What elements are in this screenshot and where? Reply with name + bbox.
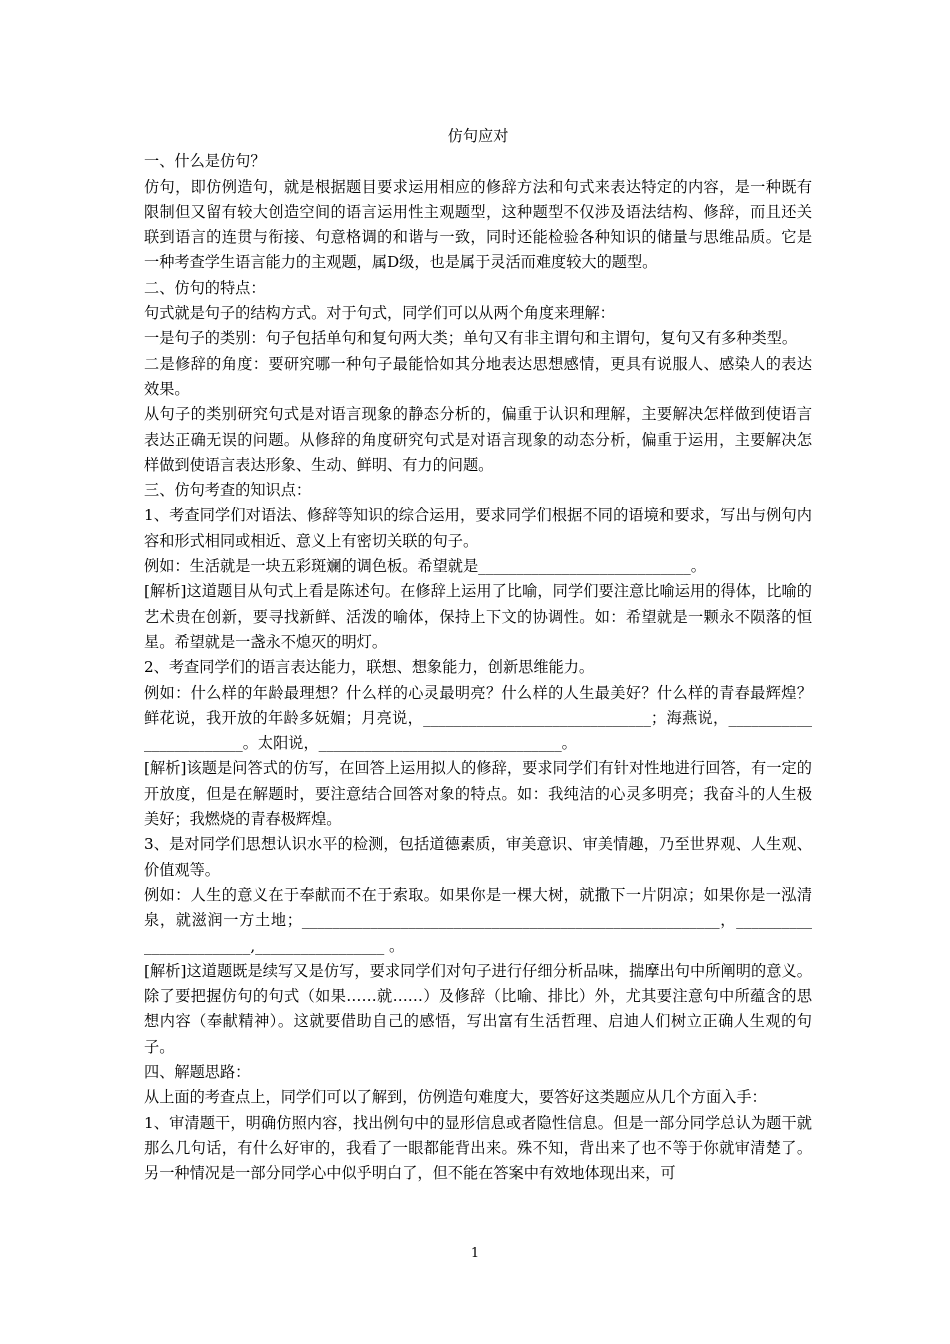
paragraph: 3、是对同学们思想认识水平的检测，包括道德素质，审美意识、审美情趣，乃至世界观、人生观、价值观等。: [144, 835, 812, 879]
analysis-paragraph: [解析]该题是问答式的仿写，在回答上运用拟人的修辞，要求同学们有针对性地进行回答，有一定的开放度，但是在解题时，要注意结合回答对象的特点。如：我纯洁的心灵多明亮；我奋斗的人生极美好；我燃烧的青春极辉煌。: [144, 759, 812, 829]
paragraph: 1、审清题干，明确仿照内容，找出例句中的显形信息或者隐性信息。但是一部分同学总认为题干就那么几句话，有什么好审的，我看了一眼都能背出来。殊不知，背出来了也不等于你就审清楚了。另一种情况是一部分同学心中似乎明白了，但不能在答案中有效地体现出来，可: [144, 1113, 812, 1183]
section-heading-approach: 四、解题思路：: [144, 1062, 251, 1081]
section-heading-features: 二、仿句的特点：: [144, 278, 266, 297]
analysis-paragraph: [解析]这道题目从句式上看是陈述句。在修辞上运用了比喻，同学们要注意比喻运用的得体，比喻的艺术贵在创新，要寻找新鲜、活泼的喻体，保持上下文的协调性。如：希望就是一颗永不陨落的恒星。希望就是一盏永不熄灭的明灯。: [144, 582, 812, 651]
example-paragraph: 例如：人生的意义在于奉献而不在于索取。如果你是一棵大树，就撒下一片阴凉；如果你是一泓清泉，就滋润一方土地；_______________________________________________________，________________________,_________________ 。: [144, 885, 812, 955]
paragraph: 2、考查同学们的语言表达能力，联想、想象能力，创新思维能力。: [144, 658, 595, 677]
document-body: [144, 124, 812, 1186]
example-paragraph: 例如：生活就是一块五彩斑斓的调色板。希望就是____________________________。: [144, 557, 706, 576]
paragraph: 一是句子的类别：句子包括单句和复句两大类；单句又有非主谓句和主谓句，复句又有多种类型。: [144, 329, 798, 348]
analysis-paragraph: [解析]这道题既是续写又是仿写，要求同学们对句子进行仔细分析品味，揣摩出句中所阐明的意义。除了要把握仿句的句式（如果……就……）及修辞（比喻、排比）外，尤其要注意句中所蕴含的思想内容（奉献精神）。这就要借助自己的感悟，写出富有生活哲理、启迪人们树立正确人生观的句子。: [144, 961, 812, 1056]
paragraph: 从上面的考查点上，同学们可以了解到，仿例造句难度大，要答好这类题应从几个方面入手：: [144, 1088, 767, 1107]
document-title: 仿句应对: [447, 127, 509, 145]
paragraph: 1、考查同学们对语法、修辞等知识的综合运用，要求同学们根据不同的语境和要求，写出与例句内容和形式相同或相近、意义上有密切关联的句子。: [144, 506, 812, 550]
section-heading-knowledge-points: 三、仿句考查的知识点：: [144, 481, 312, 500]
paragraph: 二是修辞的角度：要研究哪一种句子最能恰如其分地表达思想感情，更具有说服人、感染人的表达效果。: [144, 354, 812, 398]
page-number: 1: [470, 1246, 480, 1261]
paragraph: 句式就是句子的结构方式。对于句式，同学们可以从两个角度来理解：: [144, 304, 615, 323]
section-heading-what-is: 一、什么是仿句？: [144, 152, 266, 171]
example-paragraph: 例如：什么样的年龄最理想？什么样的心灵最明亮？什么样的人生最美好？什么样的青春最辉煌？鲜花说，我开放的年龄多妩媚；月亮说，______________________________；海燕说，________________________。太阳说，________________________________。: [144, 683, 812, 753]
paragraph: 仿句，即仿例造句，就是根据题目要求运用相应的修辞方法和句式来表达特定的内容，是一种既有限制但又留有较大创造空间的语言运用性主观题型，这种题型不仅涉及语法结构、修辞，而且还关联到语言的连贯与衔接、句意格调的和谐与一致，同时还能检验各种知识的储量与思维品质。它是一种考查学生语言能力的主观题，属D级，也是属于灵活而难度较大的题型。: [144, 177, 812, 272]
paragraph: 从句子的类别研究句式是对语言现象的静态分析的，偏重于认识和理解，主要解决怎样做到使语言表达正确无误的问题。从修辞的角度研究句式是对语言现象的动态分析，偏重于运用，主要解决怎样做到使语言表达形象、生动、鲜明、有力的问题。: [144, 405, 812, 474]
